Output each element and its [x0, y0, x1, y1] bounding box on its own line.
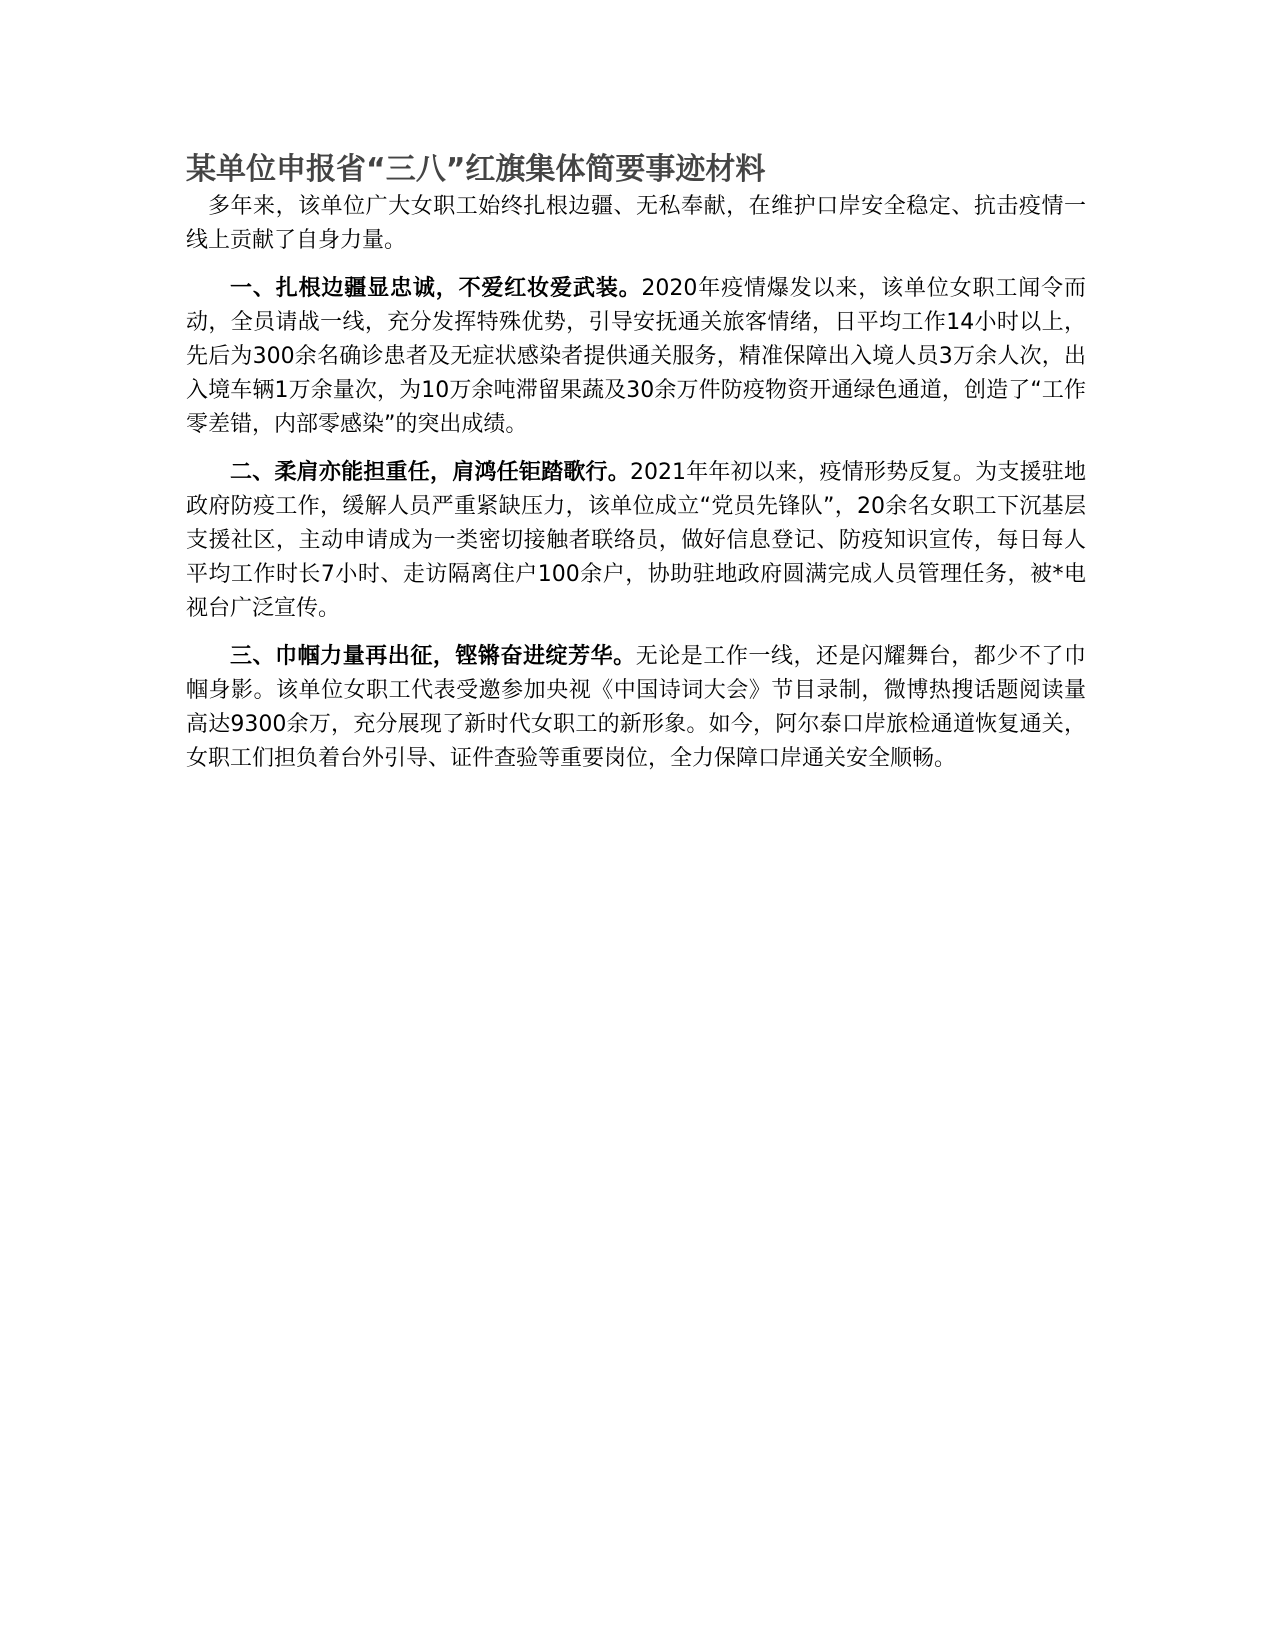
section-1-body: 2020年疫情爆发以来，该单位女职工闻令而动，全员请战一线，充分发挥特殊优势，引导安抚通关旅客情绪，日平均工作14小时以上，先后为300余名确诊患者及无症状感染者提供通关服务，精准保障出入境人员3万余人次，出入境车辆1万余量次，为10万余吨滞留果蔬及30余万件防疫物资开通绿色通道，创造了“工作零差错，内部零感染”的突出成绩。 [186, 276, 1086, 437]
document-title: 某单位申报省“三八”红旗集体简要事迹材料 [186, 152, 766, 187]
intro-paragraph: 多年来，该单位广大女职工始终扎根边疆、无私奉献，在维护口岸安全稳定、抗击疫情一线上贡献了自身力量。 [186, 194, 1086, 253]
section-3-paragraph [186, 640, 1086, 776]
section-3-heading: 三、巾帼力量再出征，铿锵奋进绽芳华。 [230, 644, 636, 669]
section-1-paragraph [186, 272, 1086, 442]
section-3-body: 无论是工作一线，还是闪耀舞台，都少不了巾帼身影。该单位女职工代表受邀参加央视《中国诗词大会》节目录制，微博热搜话题阅读量高达9300余万，充分展现了新时代女职工的新形象。如今，阿尔泰口岸旅检通道恢复通关，女职工们担负着台外引导、证件查验等重要岗位，全力保障口岸通关安全顺畅。 [186, 644, 1086, 771]
document-page [186, 150, 1086, 790]
section-2-body: 2021年年初以来，疫情形势反复。为支援驻地政府防疫工作，缓解人员严重紧缺压力，该单位成立“党员先锋队”，20余名女职工下沉基层支援社区，主动申请成为一类密切接触者联络员，做好信息登记、防疫知识宣传，每日每人平均工作时长7小时、走访隔离住户100余户，协助驻地政府圆满完成人员管理任务，被*电视台广泛宣传。 [186, 460, 1086, 621]
section-2-paragraph [186, 456, 1086, 626]
section-2-heading: 二、柔肩亦能担重任，肩鸿任钜踏歌行。 [230, 460, 630, 485]
section-1-heading: 一、扎根边疆显忠诚，不爱红妆爱武装。 [230, 276, 642, 301]
